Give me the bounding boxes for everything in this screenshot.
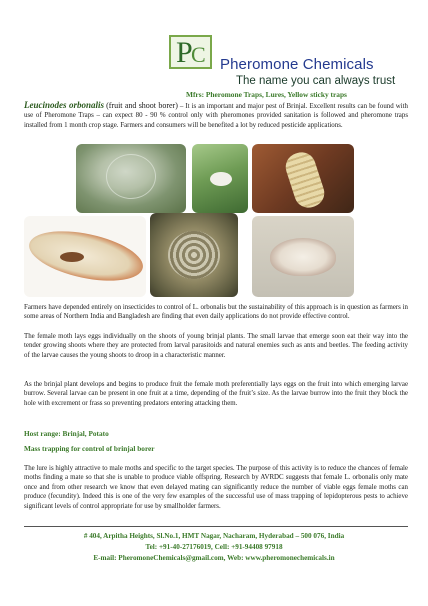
mass-trapping-heading: Mass trapping for control of brinjal borer xyxy=(24,444,155,453)
trap-catch-photo xyxy=(150,213,238,297)
insecticide-paragraph: Farmers have depended entirely on insecticides to control of L. orbonalis but the sustainability of this approach is in question as farmers in some areas of Northern India and Bangladesh are finding that even daily applications do not provide effective control. xyxy=(24,304,408,321)
moth-on-shoot-photo xyxy=(192,144,248,213)
species-name: Leucinodes orbonalis xyxy=(24,100,105,110)
intro-text: – It is an important and major pest of Brinjal. Excellent results can be found with use of Pheromone Traps – can expect 80 - 90 % control only with pheromones provided sanitation is followed and pheromone traps installed from 1 month crop stage. Farmers and consumers will be benefited a lot by reduced pesticide applications. xyxy=(24,103,408,129)
leaf-damage-photo xyxy=(76,144,186,213)
larva-photo xyxy=(252,144,354,213)
footer-divider xyxy=(24,526,408,527)
adult-moth-photo xyxy=(252,216,354,297)
mass-trapping-paragraph: The lure is highly attractive to male moths and specific to the target species. The purpose of this activity is to reduce the chances of female moths finding a mate so that she is unable to produce viable offspring. Research by AVRDC suggests that female L. orbonalis only mate once and from other research we know that even delayed mating can significantly reduce the number of viable eggs female moths can produce (fecundity). Indeed this is one of the very few examples of the successful use of mass trapping of lepidopterous pests to achieve significant levels of control appropriate for use by smallholder farmers. xyxy=(24,465,408,510)
damaged-fruit-photo xyxy=(24,216,146,297)
company-logo xyxy=(169,35,212,69)
fruit-damage-paragraph: As the brinjal plant develops and begins to produce fruit the female moth preferentially lays eggs on the fruit into which emerging larvae burrow. Several larvae can be present in one fruit at a time, depending of the fruit’s size. As the larvae burrow into the fruit they block the hole with excrement or frass so preventing predators entering attacking them. xyxy=(24,381,408,407)
logo-letter-c: C xyxy=(191,42,206,67)
company-tagline: The name you can always trust xyxy=(236,75,396,87)
company-name: Pheromone Chemicals xyxy=(220,56,374,73)
footer-address: # 404, Arpitha Heights, Sl.No.1, HMT Nagar, Nacharam, Hyderabad – 500 076, India xyxy=(83,532,345,540)
host-range-heading: Host range: Brinjal, Potato xyxy=(24,429,109,438)
logo-letter-p: P xyxy=(176,36,193,69)
footer-email-web: E-mail: PheromoneChemicals@gmail.com, Web: www.pheromonechemicals.in xyxy=(93,554,335,562)
footer-phone: Tel: +91-40-27176019, Cell: +91-94408 97918 xyxy=(145,543,283,551)
species-common-name: (fruit and shoot borer) xyxy=(106,101,178,110)
intro-paragraph xyxy=(24,101,408,130)
products-line: Mfrs: Pheromone Traps, Lures, Yellow sticky traps xyxy=(186,90,347,99)
egg-laying-paragraph: The female moth lays eggs individually on the shoots of young brinjal plants. The small larvae that emerge soon eat their way into the tender growing shoots where they are protected from larval parasitoids and natural enemies such as ants and beetles. The feeding activity of the larvae causes the young shoots to droop in a characteristic manner. xyxy=(24,333,408,359)
